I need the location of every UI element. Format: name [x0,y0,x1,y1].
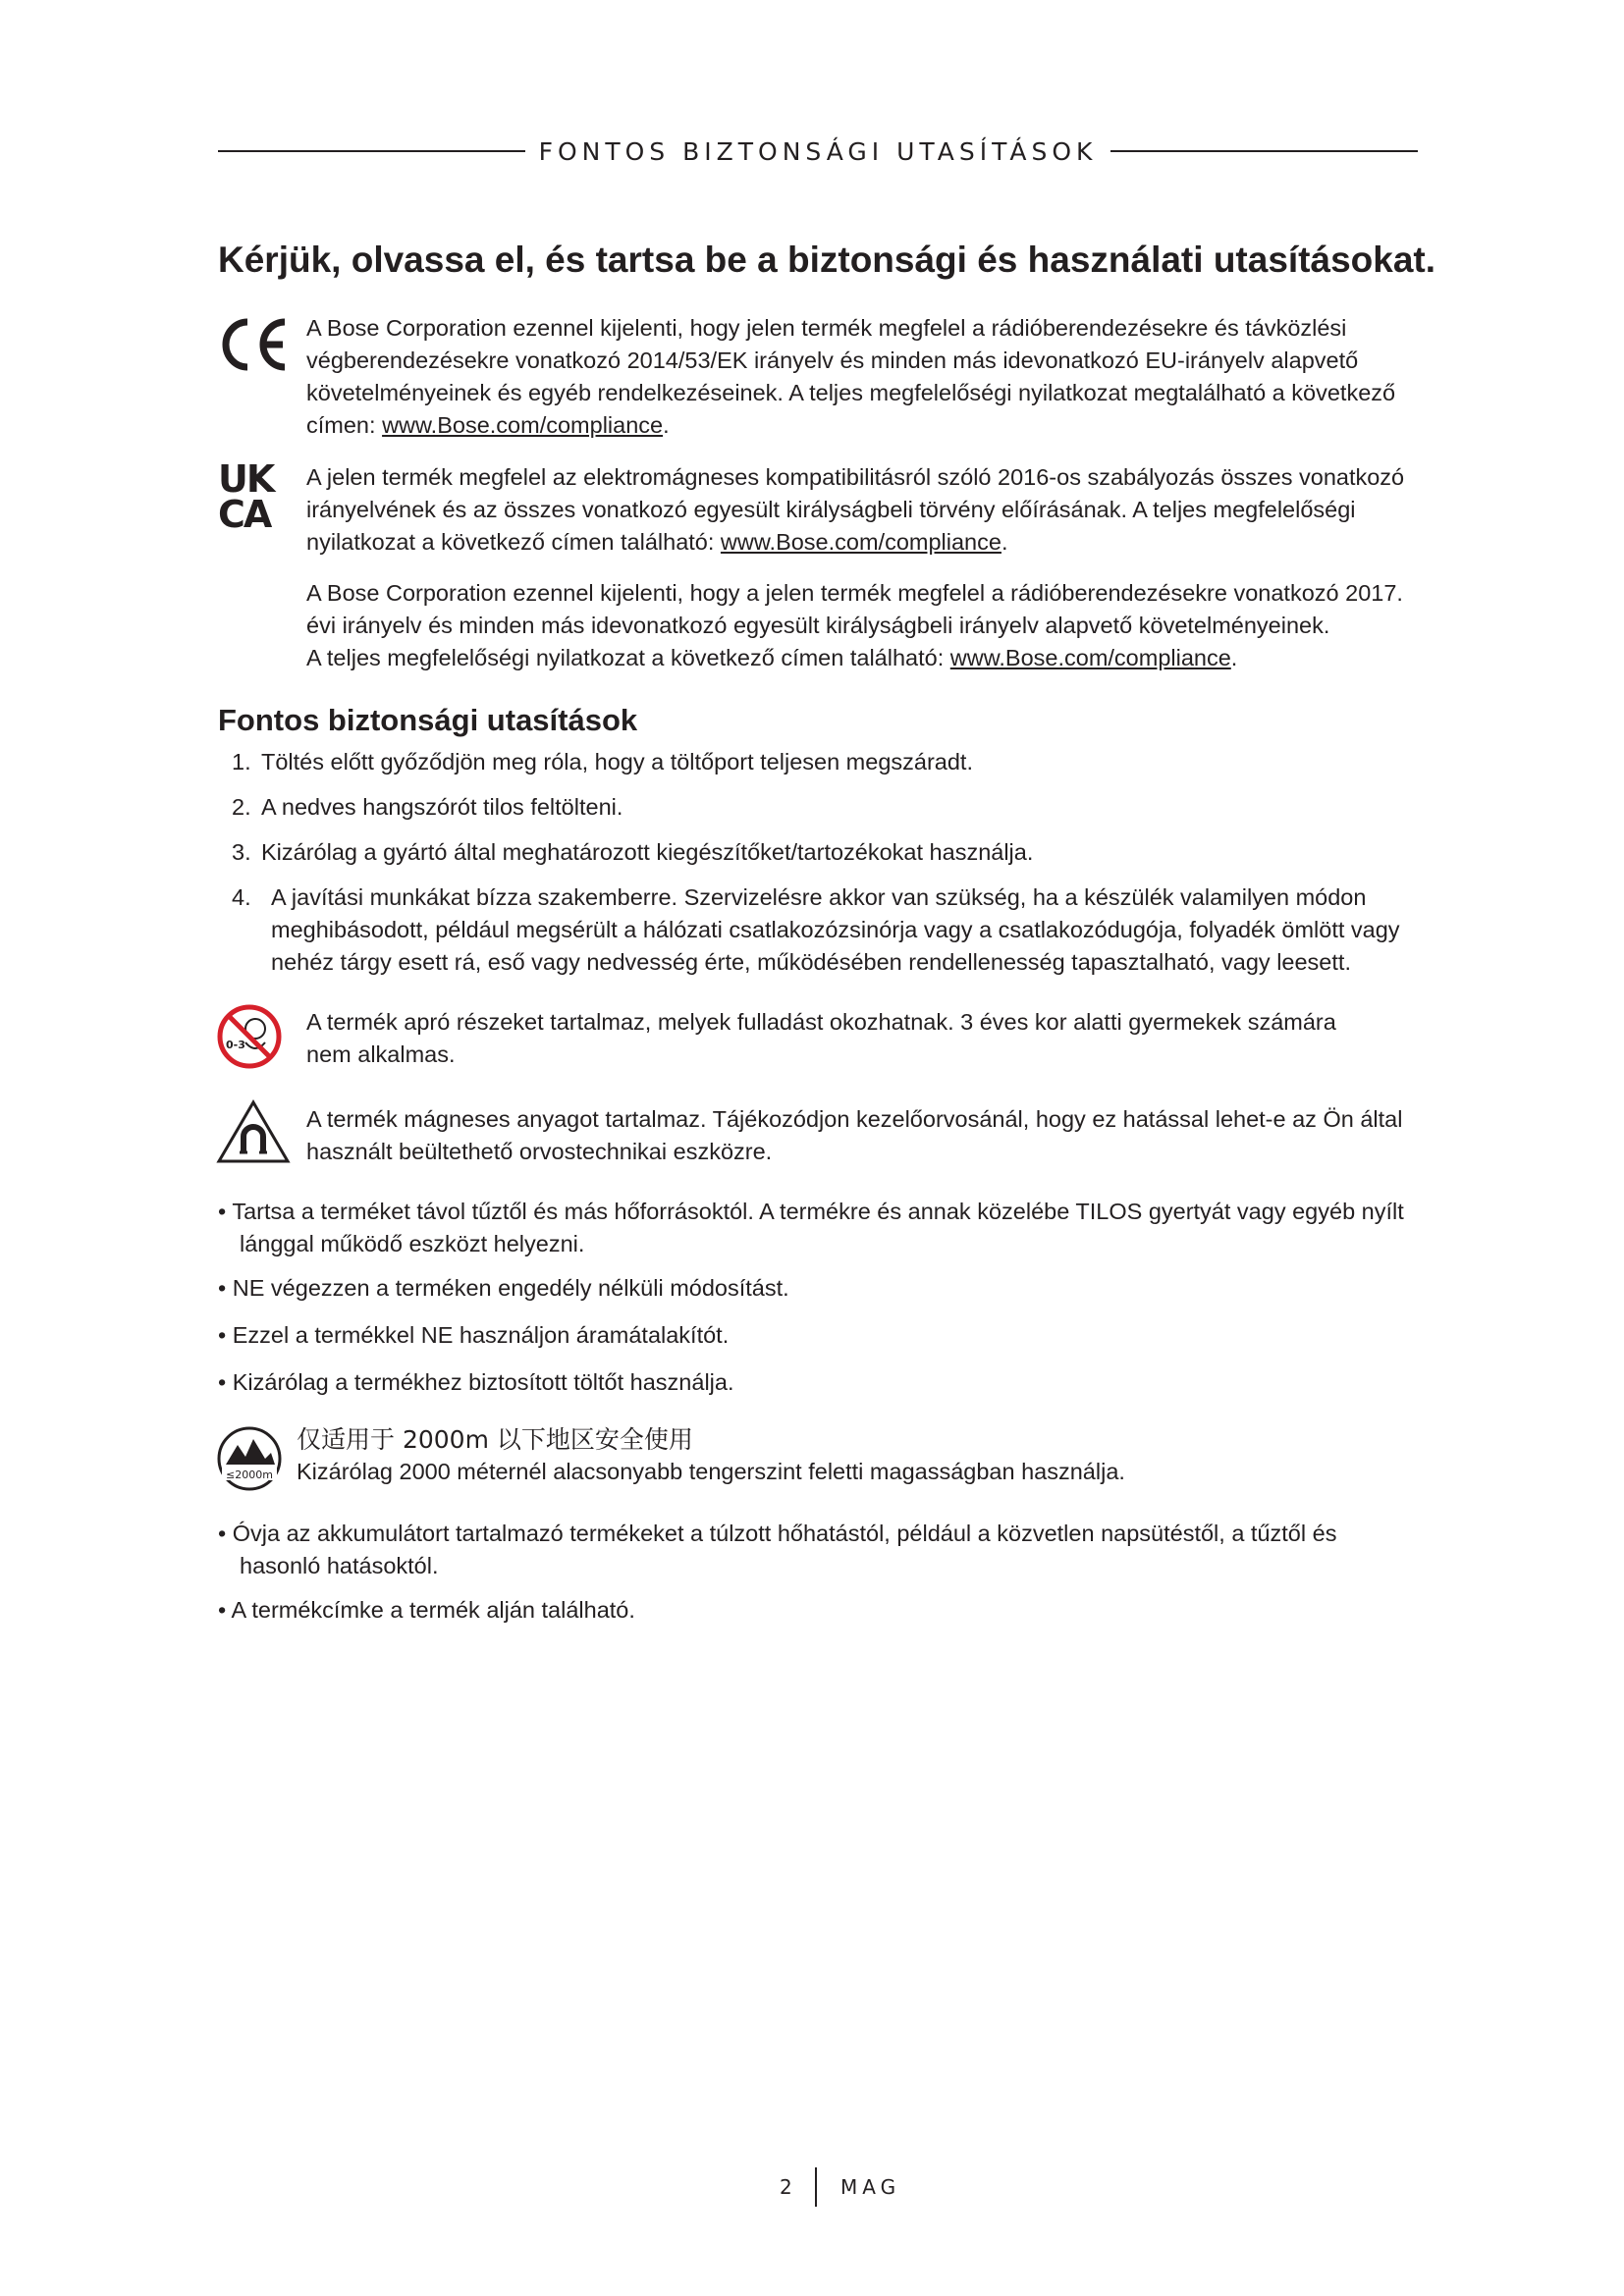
list-text: meghibásodott, például megsérült a hálózati csatlakozózsinórja vagy a csatlakozódugója, folyadék ömlött vagy [271,917,1400,942]
altitude-text: Kizárólag 2000 méternél alacsonyabb tengerszint feletti magasságban használja. [297,1459,1125,1484]
radio-declaration [306,577,1414,674]
bullet-item [218,1518,1336,1582]
altitude-limit-icon [216,1425,283,1492]
magnet-line: A termék mágneses anyagot tartalmaz. Tájékozódjon kezelőorvosánál, hogy ez hatással lehet-e az Ön által [306,1106,1403,1132]
ce-mark-icon [218,316,289,373]
language-code: MAG [840,2175,901,2199]
ce-line: A Bose Corporation ezennel kijelenti, hogy jelen termék megfelel a rádióberendezésekre és távközlési [306,315,1347,341]
ukca-line: A jelen termék megfelel az elektromágneses kompatibilitásról szóló 2016-os szabályozás összes vonatkozó [306,464,1405,490]
list-item [232,881,1400,979]
compliance-link[interactable]: www.Bose.com/compliance [382,412,664,438]
choking-icon-age: 0-3 [226,1039,245,1051]
list-text: Kizárólag a gyártó által meghatározott kiegészítőket/tartozékokat használja. [261,839,1034,865]
magnet-warning-icon [216,1099,291,1164]
compliance-link[interactable]: www.Bose.com/compliance [720,529,1001,555]
list-number: 1. [232,749,251,774]
radio-line: A Bose Corporation ezennel kijelenti, hogy a jelen termék megfelel a rádióberendezésekre vonatkozó 2017. [306,580,1403,606]
list-item [232,791,623,824]
altitude-icon-label: ≤2000m [226,1468,273,1481]
compliance-link[interactable]: www.Bose.com/compliance [949,645,1231,670]
list-item [232,746,973,778]
bullet-item [218,1594,635,1627]
ce-period: . [663,412,670,438]
page-number: 2 [780,2175,792,2199]
bullet-item [218,1319,729,1352]
page-header [218,133,1418,169]
ukca-mark-bottom: CA [218,493,271,536]
list-item [232,836,1033,869]
list-text: Töltés előtt győződjön meg róla, hogy a töltőport teljesen megszáradt. [261,749,973,774]
bullet-text: hasonló hatásoktól. [240,1553,439,1578]
header-rule-left [218,150,525,152]
footer-divider [815,2167,817,2207]
list-text: nehéz tárgy esett rá, eső vagy nedvesség érte, működésében rendellenesség tapasztalható, vagy leesett. [271,949,1351,975]
radio-period: . [1230,645,1238,670]
choking-line: nem alkalmas. [306,1041,456,1067]
bullet-text: lánggal működő eszközt helyezni. [240,1231,585,1256]
ce-address-label: címen: [306,412,383,438]
choking-hazard-icon [216,1003,283,1070]
ce-line: követelményeinek és egyéb rendelkezéseinek. A teljes megfelelőségi nyilatkozat megtalálható a következő [306,380,1396,405]
bullet-text: • NE végezzen a terméken engedély nélküli módosítást. [218,1275,789,1301]
magnet-line: használt beültethető orvostechnikai eszközre. [306,1139,773,1164]
header-rule-right [1110,150,1418,152]
ukca-declaration [306,461,1414,559]
bullet-item [218,1366,734,1399]
radio-address-label: A teljes megfelelőségi nyilatkozat a következő címen található: [306,645,950,670]
header-title: FONTOS BIZTONSÁGI UTASÍTÁSOK [538,136,1098,166]
bullet-text: • A termékcímke a termék alján található. [218,1597,635,1623]
ukca-mark-icon [218,457,287,536]
ce-declaration [306,312,1414,442]
page-footer [766,2167,962,2207]
ukca-address-label: nyilatkozat a következő címen található: [306,529,721,555]
radio-line-last [306,642,1414,674]
ukca-line: irányelvének és az összes vonatkozó egyesült királyságbeli törvény előírásának. A teljes megfelelőségi [306,497,1356,522]
ukca-mark-top: UK [218,457,274,501]
bullet-text: • Ezzel a termékkel NE használjon áramátalakítót. [218,1322,730,1348]
bullet-item [218,1196,1404,1260]
radio-line: évi irányelv és minden más idevonatkozó egyesült királyságbeli irányelv alapvető követelményeinek. [306,613,1330,638]
ukca-period: . [1001,529,1008,555]
bullet-text: • Óvja az akkumulátort tartalmazó termékeket a túlzott hőhatástól, például a közvetlen napsütéstől, a tűztől és [218,1521,1337,1546]
section-title: Fontos biztonsági utasítások [218,703,638,737]
list-text: A javítási munkákat bízza szakemberre. Szervizelésre akkor van szükség, ha a készülék valamilyen módon [271,884,1367,910]
list-text: A nedves hangszórót tilos feltölteni. [261,794,623,820]
bullet-text: • Tartsa a terméket távol tűztől és más hőforrásoktól. A termékre és annak közelébe TILOS gyertyát vagy egyéb nyílt [218,1199,1404,1224]
magnet-warning [306,1103,1414,1168]
altitude-chinese: 仅适用于 2000m 以下地区安全使用 [297,1425,693,1454]
bullet-item [218,1272,789,1305]
choking-warning [306,1006,1414,1071]
list-number: 3. [232,839,251,865]
bullet-text: • Kizárólag a termékhez biztosított töltőt használja. [218,1369,734,1395]
ukca-line-last [306,526,1414,559]
ce-line-last [306,409,1414,442]
altitude-notice [297,1423,1404,1488]
choking-line: A termék apró részeket tartalmaz, melyek fulladást okozhatnak. 3 éves kor alatti gyermekek számára [306,1009,1336,1035]
main-title: Kérjük, olvassa el, és tartsa be a biztonsági és használati utasításokat. [218,240,1436,280]
list-number: 4. [232,884,251,910]
list-number: 2. [232,794,251,820]
ce-line: végberendezésekre vonatkozó 2014/53/EK irányelv és minden más idevonatkozó EU-irányelv alapvető [306,347,1359,373]
